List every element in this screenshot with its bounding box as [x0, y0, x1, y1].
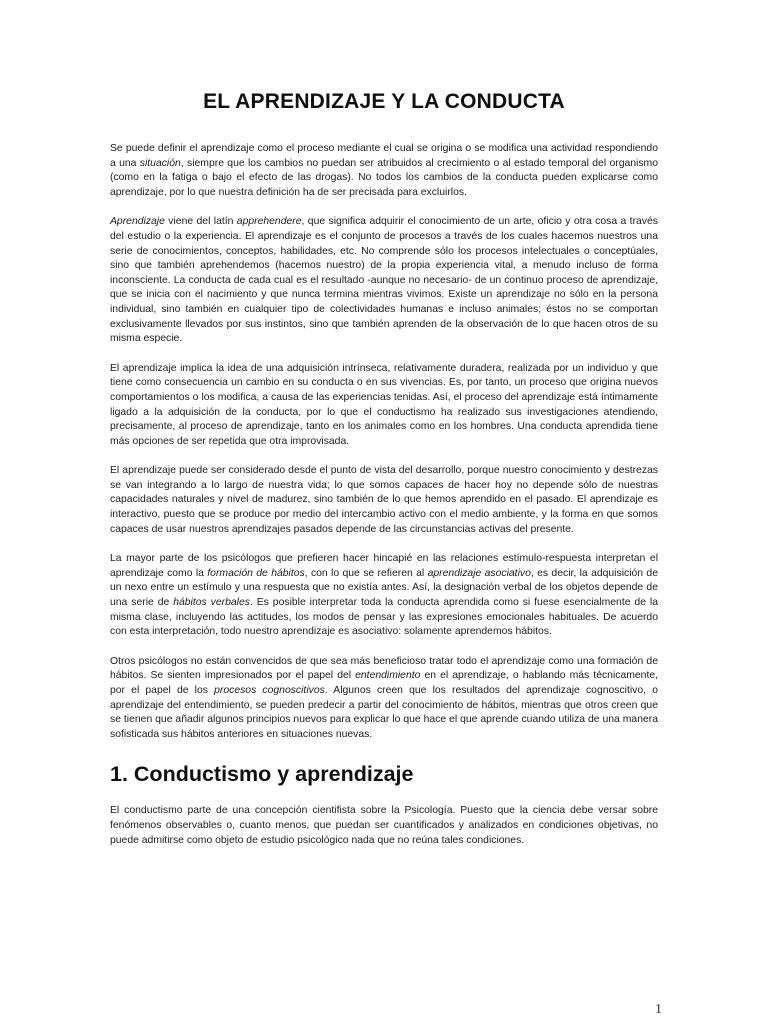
italic-term: hábitos verbales — [173, 597, 250, 609]
paragraph-4: El aprendizaje puede ser considerado desde el punto de vista del desarrollo, porque nuestro conocimiento y destrezas se van integrando a lo largo de nuestra vida; lo que somos capaces de hacer hoy no depende sólo de nuestras capacidades naturales y nivel de madurez, sino también de lo que hemos aprendido en el pasado. El aprendizaje es interactivo, puesto que se produce por medio del intercambio activo con el medio ambiente, y la forma en que somos capaces de usar nuestros aprendizajes pasados depende de las circunstancias activas del presente. — [110, 465, 658, 535]
paragraph-2: Aprendizaje viene del latín apprehendere, que significa adquirir el conocimiento de un arte, oficio y otra cosa a través del estudio o la experiencia. El aprendizaje es el conjunto de procesos a través de los cuales hacemos nuestros una serie de conocimientos, conceptos, habilidades, etc. No comprende sólo los procesos intelectuales o conceptúales, sino que también aprehendemos (hacemos nuestro) de la propia experiencia vital, a menudo incluso de forma inconsciente. La conducta de cada cual es el resultado -aunque no necesario- de un continuo proceso de aprendizaje, que se inicia con el nacimiento y que nunca termina mientras vivimos. Existe un aprendizaje no sólo en la persona individual, sino también en cualquier tipo de colectividades humanas e incluso animales; éstos no se comportan exclusivamente llevados por sus instintos, sino que también aprenden de la observación de lo que hacen otros de su misma especie. — [110, 216, 658, 345]
paragraph-3: El aprendizaje implica la idea de una adquisición intrínseca, relativamente duradera, realizada por un individuo y que tiene como consecuencia un cambio en su conducta o en sus vivencias. Es, por tanto, un proceso que origina nuevos comportamientos o los modifica, a causa de las experiencias tenidas. Así, el proceso del aprendizaje está íntimamente ligado a la adquisición de la conducta, por lo que el conductismo ha realizado sus investigaciones atendiendo, precisamente, al proceso de aprendizaje, tanto en los animales como en los hombres. Una conducta aprendida tiene más opciones de ser repetida que otra improvisada. — [110, 362, 658, 447]
page-number: 1 — [655, 1002, 662, 1017]
paragraph-1: Se puede definir el aprendizaje como el proceso mediante el cual se origina o se modifica una actividad respondiendo a una situación, siempre que los cambios no puedan ser atribuidos al crecimiento o al estado temporal del organismo (como en la fatiga o bajo el efecto de las drogas). No todos los cambios de la conducta pueden explicarse como aprendizaje, por lo que nuestra definición ha de ser precisada para excluirlos. — [110, 143, 658, 198]
italic-term: entendimiento — [355, 670, 421, 682]
section-heading: 1. Conductismo y aprendizaje — [110, 762, 414, 787]
italic-term: situación — [139, 157, 181, 169]
paragraph-6: Otros psicólogos no están convencidos de que sea más beneficioso tratar todo el aprendizaje como una formación de hábitos. Se sienten impresionados por el papel del entendimiento en el aprendizaje, o hablando más técnicamente, por el papel de los procesos cognoscitivos. Algunos creen que los resultados del aprendizaje cognoscitivo, o aprendizaje del entendimiento, se pueden predecir a partir del conocimiento de hábitos, mientras que otros creen que se tienen que añadir algunos principios nuevos para explicar lo que hace el que aprende cuando utiliza de una manera sofisticada sus hábitos anteriores en situaciones nuevas. — [110, 655, 658, 740]
italic-term: Aprendizaje — [110, 216, 165, 228]
italic-term: apprehendere — [236, 216, 302, 228]
document-title: EL APRENDIZAJE Y LA CONDUCTA — [203, 90, 565, 113]
italic-term: aprendizaje asociativo — [427, 567, 531, 579]
section-paragraph: El conductismo parte de una concepción cientifista sobre la Psicología. Puesto que la ciencia debe versar sobre fenómenos observables o, cuanto menos, que puedan ser cuantificados y analizados en condiciones objetivas, no puede admitirse como objeto de estudio psicológico nada que no reúna tales condiciones. — [110, 805, 658, 846]
italic-term: formación de hábitos — [207, 567, 305, 579]
document-page — [110, 88, 658, 848]
italic-term: procesos cognoscitivos — [214, 685, 325, 696]
paragraph-5: La mayor parte de los psicólogos que prefieren hacer hincapié en las relaciones estímulo-respuesta interpretan el aprendizaje como la formación de hábitos, con lo que se refieren al aprendizaje asociativo, es decir, la adquisición de un nexo entre un estímulo y una respuesta que no existía antes. Así, la designación verbal de los objetos depende de una serie de hábitos verbales. Es posible interpretar toda la conducta aprendida como si fuese esencialmente de la misma clase, incluyendo las actitudes, los modos de pensar y las expresiones emocionales habituales. De acuerdo con esta interpretación, todo nuestro aprendizaje es asociativo: solamente aprendemos hábitos. — [110, 553, 659, 638]
